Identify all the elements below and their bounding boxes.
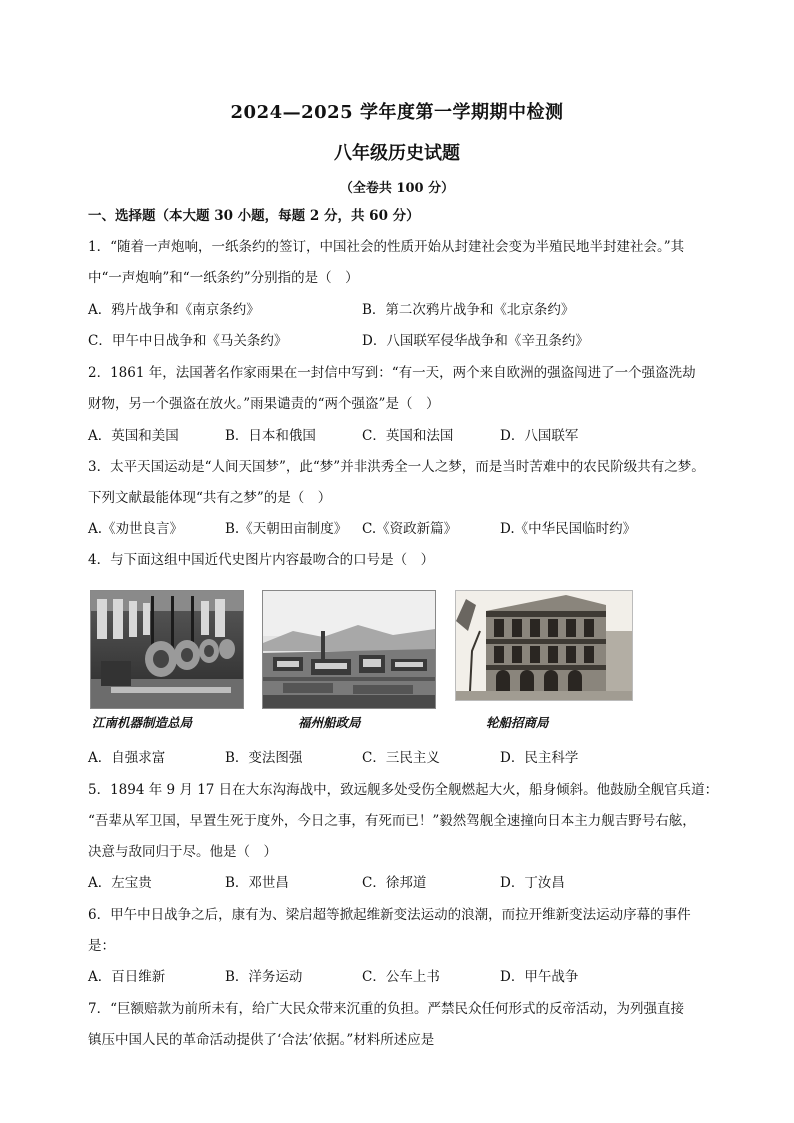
caption-jiangnan-arsenal: 江南机器制造总局 bbox=[92, 715, 193, 730]
question-4-option-a: A．自强求富 bbox=[88, 750, 166, 766]
question-1-line-2: 中“一声炮响”和“一纸条约”分别指的是（ ） bbox=[88, 270, 359, 286]
question-4-option-c: C．三民主义 bbox=[362, 750, 440, 766]
section-heading: 一、选择题（本大题 30 小题，每题 2 分，共 60 分） bbox=[88, 208, 420, 224]
china-merchants-photo bbox=[455, 590, 633, 701]
question-4-line-1: 4．与下面这组中国近代史图片内容最吻合的口号是（ ） bbox=[88, 552, 435, 568]
question-7-line-1: 7．“巨额赔款为前所未有，给广大民众带来沉重的负担。严禁民众任何形式的反帝活动，为列强直接 bbox=[88, 1001, 684, 1017]
question-1-option-b: B．第二次鸦片战争和《北京条约》 bbox=[362, 302, 575, 318]
question-5-option-b: B．邓世昌 bbox=[225, 875, 289, 891]
exam-title: 2024—2025 学年度第一学期期中检测 bbox=[230, 102, 564, 123]
question-3-option-c: C.《资政新篇》 bbox=[362, 521, 458, 537]
question-2-option-c: C．英国和法国 bbox=[362, 428, 454, 444]
question-4-option-b: B．变法图强 bbox=[225, 750, 303, 766]
question-1-line-1: 1．“随着一声炮响，一纸条约的签订，中国社会的性质开始从封建社会变为半殖民地半封建社会。”其 bbox=[88, 239, 685, 255]
question-2-line-2: 财物，另一个强盗在放火。”雨果谴责的“两个强盗”是（ ） bbox=[88, 396, 440, 412]
question-6-line-1: 6．甲午中日战争之后，康有为、梁启超等掀起维新变法运动的浪潮，而拉开维新变法运动序幕的事件 bbox=[88, 907, 691, 923]
question-4-option-d: D．民主科学 bbox=[500, 750, 579, 766]
question-1-option-a: A．鸦片战争和《南京条约》 bbox=[88, 302, 260, 318]
question-5-option-d: D．丁汝昌 bbox=[500, 875, 565, 891]
question-5-line-2: “吾辈从军卫国，早置生死于度外，今日之事，有死而已！”毅然驾舰全速撞向日本主力舰吉野号右舷， bbox=[88, 813, 696, 829]
question-6-option-a: A．百日维新 bbox=[88, 969, 166, 985]
question-2-line-1: 2．1861 年，法国著名作家雨果在一封信中写到：“有一天，两个来自欧洲的强盗闯进了一个强盗洗劫 bbox=[88, 365, 696, 381]
question-6-line-2: 是： bbox=[88, 938, 115, 954]
caption-china-merchants: 轮船招商局 bbox=[486, 715, 549, 730]
question-3-option-b: B.《天朝田亩制度》 bbox=[225, 521, 348, 537]
question-3-option-d: D.《中华民国临时约》 bbox=[500, 521, 637, 537]
caption-fuzhou-navy-yard: 福州船政局 bbox=[298, 715, 361, 730]
fuzhou-navy-yard-photo bbox=[262, 590, 436, 709]
question-5-option-a: A．左宝贵 bbox=[88, 875, 152, 891]
question-7-line-2: 镇压中国人民的革命活动提供了‘合法’依据。”材料所述应是 bbox=[88, 1032, 435, 1048]
question-2-option-a: A．英国和美国 bbox=[88, 428, 179, 444]
jiangnan-arsenal-photo bbox=[90, 590, 244, 709]
question-3-line-1: 3．太平天国运动是“人间天国梦”，此“梦”并非洪秀全一人之梦，而是当时苦难中的农民阶级共有之梦。 bbox=[88, 459, 705, 475]
question-1-option-d: D．八国联军侵华战争和《辛丑条约》 bbox=[362, 333, 589, 349]
question-2-option-d: D．八国联军 bbox=[500, 428, 579, 444]
question-3-option-a: A.《劝世良言》 bbox=[88, 521, 184, 537]
question-6-option-b: B．洋务运动 bbox=[225, 969, 303, 985]
question-2-option-b: B．日本和俄国 bbox=[225, 428, 316, 444]
question-1-option-c: C．甲午中日战争和《马关条约》 bbox=[88, 333, 288, 349]
question-5-option-c: C．徐邦道 bbox=[362, 875, 427, 891]
question-6-option-c: C．公车上书 bbox=[362, 969, 440, 985]
question-6-option-d: D．甲午战争 bbox=[500, 969, 579, 985]
score-note: （全卷共 100 分） bbox=[339, 181, 455, 196]
question-5-line-3: 决意与敌同归于尽。他是（ ） bbox=[88, 844, 277, 860]
question-3-line-2: 下列文献最能体现“共有之梦”的是（ ） bbox=[88, 490, 332, 506]
exam-subtitle: 八年级历史试题 bbox=[334, 143, 460, 164]
question-5-line-1: 5．1894 年 9 月 17 日在大东沟海战中，致远舰多处受伤全舰燃起大火，船身倾斜。他鼓励全舰官兵道： bbox=[88, 782, 719, 798]
